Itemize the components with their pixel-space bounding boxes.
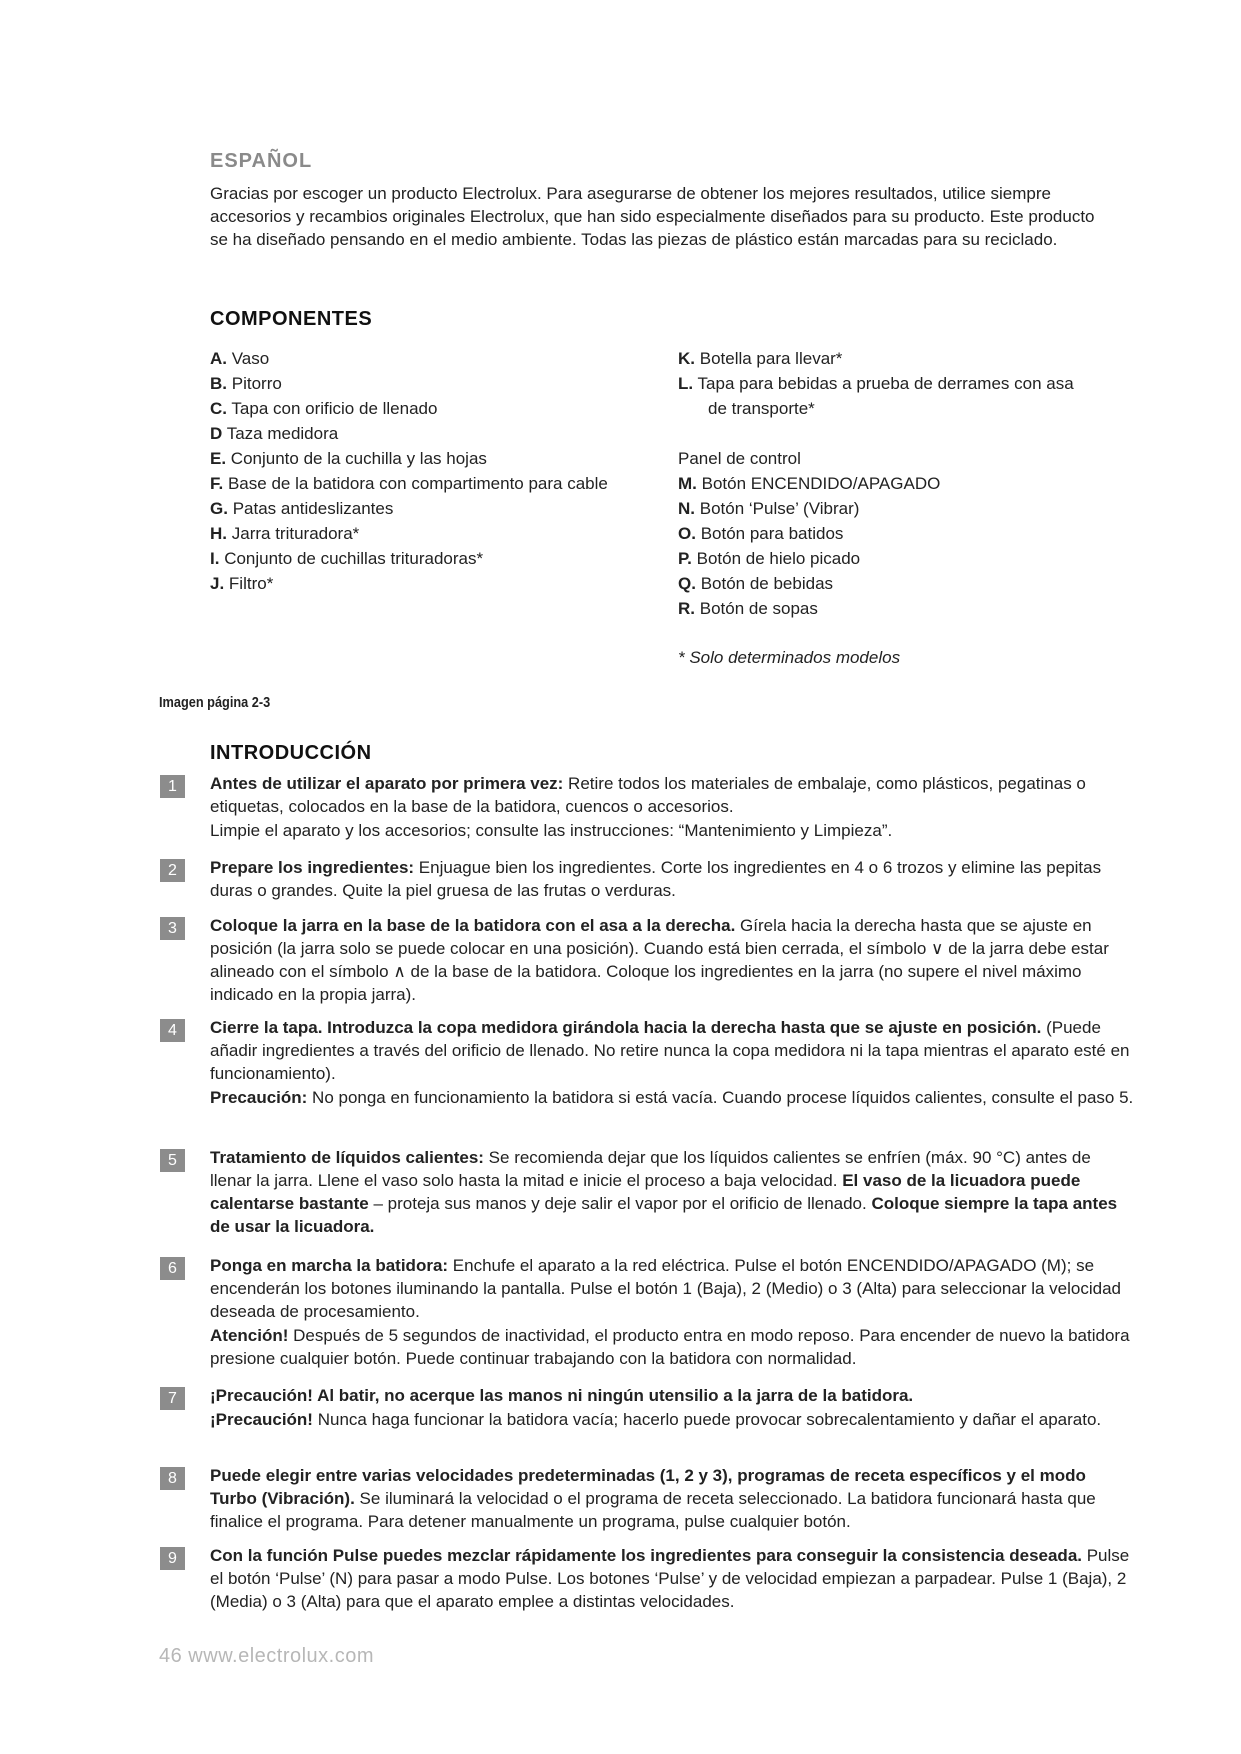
step-number-badge: 8 bbox=[160, 1467, 185, 1490]
step-1: 1 Antes de utilizar el aparato por primera vez: Retire todos los materiales de embalaje, como plásticos, pegatinas o etiquetas, colocados en la base de la batidora, cuencos o accesorios. Limpie el aparato y los accesorios; consulte las instrucciones: “Mantenimiento y Limpieza”. bbox=[210, 772, 1135, 843]
component-item: N. Botón ‘Pulse’ (Vibrar) bbox=[678, 499, 860, 518]
step-number-badge: 5 bbox=[160, 1149, 185, 1172]
component-item: J. Filtro* bbox=[210, 574, 274, 593]
intro-paragraph: Gracias por escoger un producto Electrolux. Para asegurarse de obtener los mejores resultados, utilice siempre accesorios y recambios originales Electrolux, que han sido especialmente diseñados para su producto. Este producto se ha diseñado pensando en el medio ambiente. Todas las piezas de plástico están marcadas para su reciclado. bbox=[210, 184, 1095, 249]
step-number-badge: 2 bbox=[160, 859, 185, 882]
step-4: 4 Cierre la tapa. Introduzca la copa medidora girándola hacia la derecha hasta que se ajuste en posición. (Puede añadir ingredientes a través del orificio de llenado. No retire nunca la copa medidora ni la tapa mientras el aparato esté en funcionamiento). Precaución: No ponga en funcionamiento la batidora si está vacía. Cuando procese líquidos calientes, consulte el paso 5. bbox=[210, 1016, 1135, 1110]
models-note: * Solo determinados modelos bbox=[678, 648, 901, 667]
component-item: H. Jarra trituradora* bbox=[210, 524, 360, 543]
components-title: COMPONENTES bbox=[210, 308, 373, 330]
component-item: G. Patas antideslizantes bbox=[210, 499, 394, 518]
component-item: B. Pitorro bbox=[210, 374, 282, 393]
step-number-badge: 1 bbox=[160, 775, 185, 798]
component-item: D Taza medidora bbox=[210, 424, 339, 443]
components-list-right bbox=[678, 346, 1074, 621]
step-number-badge: 4 bbox=[160, 1019, 185, 1042]
page-footer: 46 www.electrolux.com bbox=[159, 1645, 375, 1667]
step-2: 2 Prepare los ingredientes: Enjuague bien los ingredientes. Corte los ingredientes en 4 o 6 trozos y elimine las pepitas duras o grandes. Quite la piel gruesa de las frutas o verduras. bbox=[210, 856, 1135, 903]
component-item: C. Tapa con orificio de llenado bbox=[210, 399, 438, 418]
panel-title: Panel de control bbox=[678, 449, 801, 468]
component-item: F. Base de la batidora con compartimento para cable bbox=[210, 474, 608, 493]
step-5: 5 Tratamiento de líquidos calientes: Se recomienda dejar que los líquidos calientes se enfríen (máx. 90 °C) antes de llenar la jarra. Llene el vaso solo hasta la mitad e inicie el proceso a baja velocidad. El vaso de la licuadora puede calentarse bastante – proteja sus manos y deje salir el vapor por el orificio de llenado. Coloque siempre la tapa antes de usar la licuadora. bbox=[210, 1146, 1135, 1239]
step-number-badge: 7 bbox=[160, 1387, 185, 1410]
step-number-badge: 3 bbox=[160, 917, 185, 940]
language-title: ESPAÑOL bbox=[210, 150, 313, 172]
component-item: E. Conjunto de la cuchilla y las hojas bbox=[210, 449, 487, 468]
component-item: I. Conjunto de cuchillas trituradoras* bbox=[210, 549, 484, 568]
component-item: L. Tapa para bebidas a prueba de derrames con asa bbox=[678, 374, 1074, 393]
step-number-badge: 9 bbox=[160, 1547, 185, 1570]
component-item: A. Vaso bbox=[210, 349, 270, 368]
step-9: 9 Con la función Pulse puedes mezclar rápidamente los ingredientes para conseguir la consistencia deseada. Pulse el botón ‘Pulse’ (N) para pasar a modo Pulse. Los botones ‘Pulse’ y de velocidad empiezan a parpadear. Pulse 1 (Baja), 2 (Media) o 3 (Alta) para que el aparato emplee a distintas velocidades. bbox=[210, 1544, 1135, 1614]
component-item: O. Botón para batidos bbox=[678, 524, 844, 543]
component-item: Q. Botón de bebidas bbox=[678, 574, 834, 593]
component-item: R. Botón de sopas bbox=[678, 599, 818, 618]
component-item-continuation: de transporte* bbox=[708, 399, 815, 418]
component-item: M. Botón ENCENDIDO/APAGADO bbox=[678, 474, 941, 493]
step-6: 6 Ponga en marcha la batidora: Enchufe el aparato a la red eléctrica. Pulse el botón ENCENDIDO/APAGADO (M); se encenderán los botones iluminando la pantalla. Pulse el botón 1 (Baja), 2 (Medio) o 3 (Alta) para seleccionar la velocidad deseada de procesamiento. Atención! Después de 5 segundos de inactividad, el producto entra en modo reposo. Para encender de nuevo la batidora presione cualquier botón. Puede continuar trabajando con la batidora con normalidad. bbox=[210, 1254, 1135, 1371]
step-3: 3 Coloque la jarra en la base de la batidora con el asa a la derecha. Gírela hacia la derecha hasta que se ajuste en posición (la jarra solo se puede colocar en una posición). Cuando está bien cerrada, el símbolo ∨ de la jarra debe estar alineado con el símbolo ∧ de la base de la batidora. Coloque los ingredientes en la jarra (no supere el nivel máximo indicado en la propia jarra). bbox=[210, 914, 1135, 1007]
introduction-title: INTRODUCCIÓN bbox=[210, 742, 372, 764]
component-item: K. Botella para llevar* bbox=[678, 349, 843, 368]
component-item: P. Botón de hielo picado bbox=[678, 549, 861, 568]
step-7: 7 ¡Precaución! Al batir, no acerque las manos ni ningún utensilio a la jarra de la batidora. ¡Precaución! Nunca haga funcionar la batidora vacía; hacerlo puede provocar sobrecalentamiento y dañar el aparato. bbox=[210, 1384, 1135, 1432]
step-number-badge: 6 bbox=[160, 1257, 185, 1280]
step-8: 8 Puede elegir entre varias velocidades predeterminadas (1, 2 y 3), programas de receta específicos y el modo Turbo (Vibración). Se iluminará la velocidad o el programa de receta seleccionado. La batidora funcionará hasta que finalice el programa. Para detener manualmente un programa, pulse cualquier botón. bbox=[210, 1464, 1135, 1534]
components-list-left bbox=[210, 346, 608, 596]
image-reference: Imagen página 2-3 bbox=[159, 694, 271, 711]
